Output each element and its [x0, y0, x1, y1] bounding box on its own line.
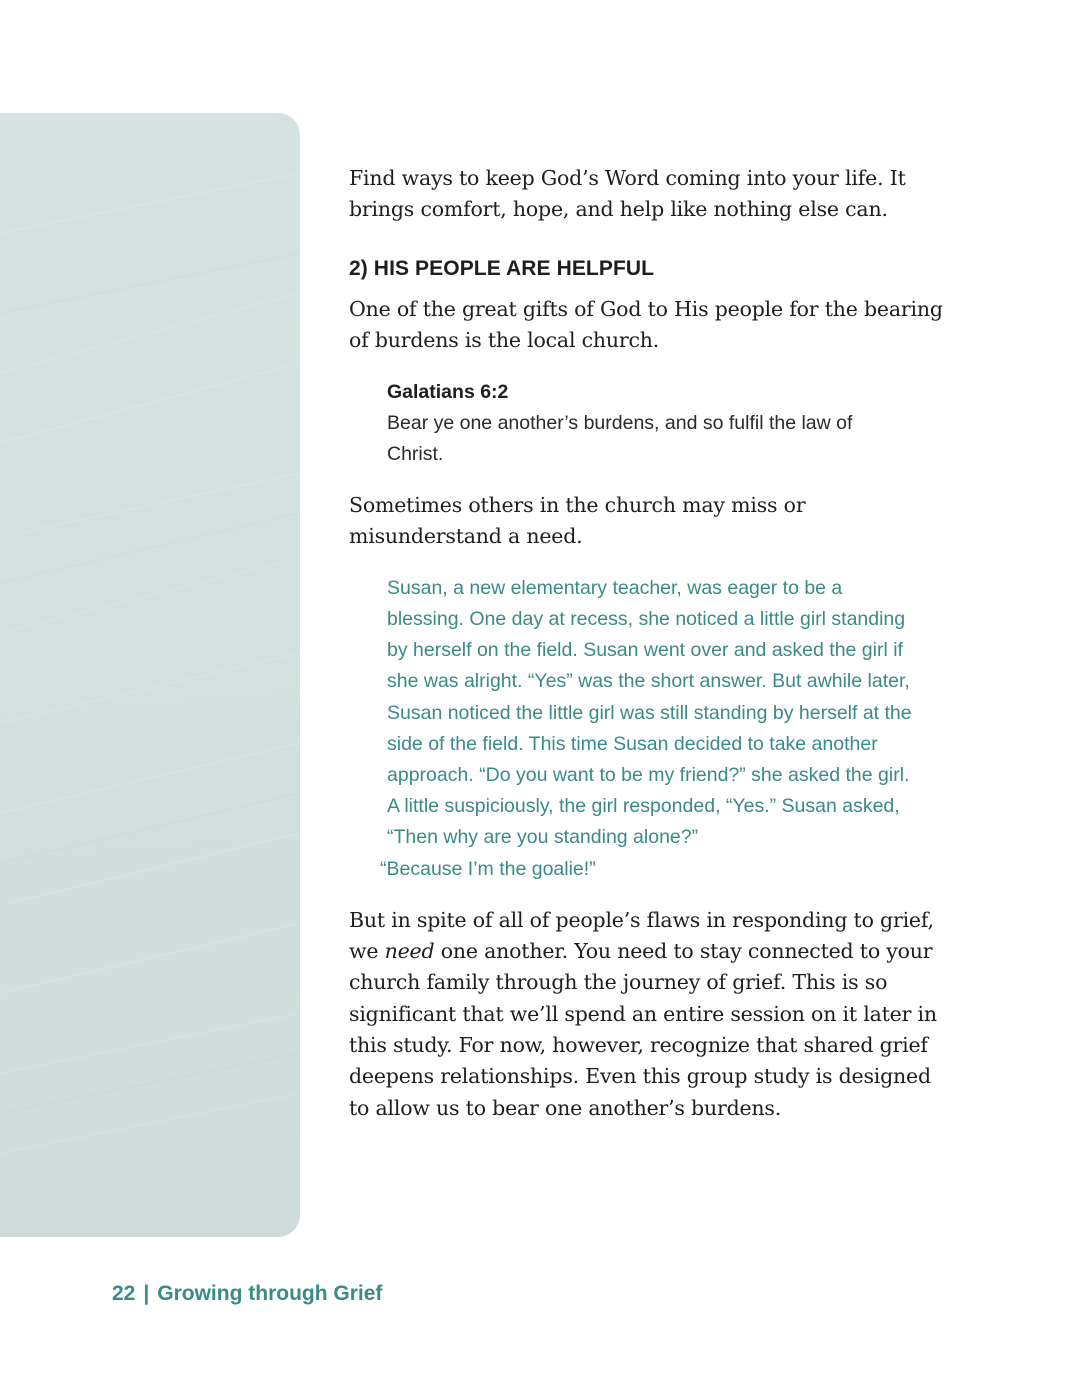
paragraph-text-start: But in spite of all of people’s flaws in responding to grief, we: [349, 907, 934, 964]
verse-text: Bear ye one another’s burdens, and so fulfil the law of Christ.: [387, 412, 853, 466]
footer-separator: |: [143, 1282, 150, 1305]
story-callout: [380, 573, 917, 885]
main-content: [349, 163, 949, 1124]
paragraph-gods-word: Find ways to keep God’s Word coming into your life. It brings comfort, hope, and help like nothing else can.: [349, 166, 906, 222]
verse-reference: Galatians 6:2: [387, 381, 509, 404]
page-number: 22: [112, 1282, 136, 1305]
story-body: Susan, a new elementary teacher, was eager to be a blessing. One day at recess, she noticed a little girl standing by herself on the field. Susan went over and asked the girl if she was alright. “Yes” was the short answer. But awhile later, Susan noticed the little girl was still standing by herself at the side of the field. This time Susan decided to take another approach. “Do you want to be my friend?” she asked the girl. A little suspiciously, the girl responded, “Yes.” Susan asked, “Then why are you standing alone?”: [387, 576, 912, 849]
story-closing: “Because I’m the goalie!”: [380, 857, 596, 880]
decorative-side-panel: [0, 113, 300, 1237]
brush-texture: [0, 113, 300, 1237]
scripture-block: [387, 378, 907, 470]
page-footer: [112, 1280, 382, 1308]
emphasis-need: need: [384, 939, 435, 964]
book-title: Growing through Grief: [157, 1282, 383, 1305]
paragraph-text-end: one another. You need to stay connected to your church family through the journey of grief. This is so significant that we’ll spend an entire session on it later in this study. For now, however, recognize that shared grief deepens relationships. Even this group study is designed to allow us to bear one another’s burdens.: [349, 939, 937, 1120]
paragraph-misunderstand: Sometimes others in the church may miss or misunderstand a need.: [349, 493, 806, 549]
paragraph-local-church: One of the great gifts of God to His people for the bearing of burdens is the local church.: [349, 296, 943, 352]
section-heading: 2) HIS PEOPLE ARE HELPFUL: [349, 256, 655, 280]
paragraph-need-one-another: [349, 905, 949, 1124]
